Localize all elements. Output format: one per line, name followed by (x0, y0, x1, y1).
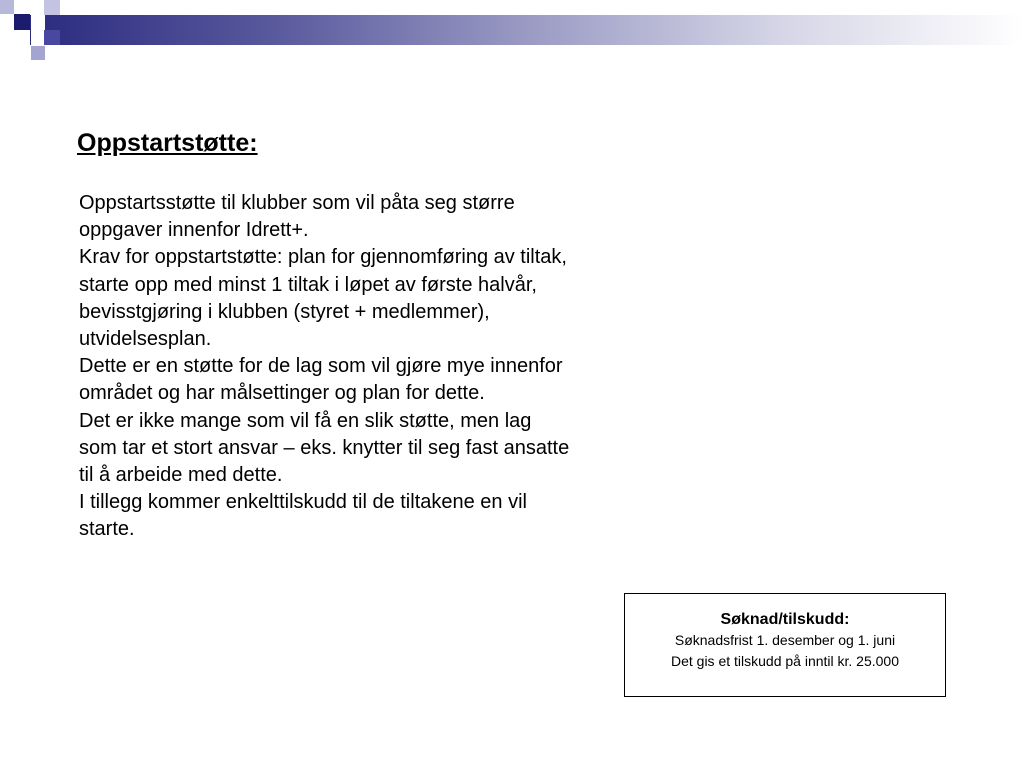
slide-body (79, 190, 574, 544)
decorative-square (31, 15, 45, 46)
info-box-heading: Søknad/tilskudd: (720, 611, 850, 628)
body-paragraph: I tillegg kommer enkelttilskudd til de tiltakene en vil starte. (79, 491, 527, 541)
body-paragraph: Det er ikke mange som vil få en slik støtte, men lag som tar et stort ansvar – eks. knytter til seg fast ansatte til å arbeide med dette. (79, 409, 570, 487)
body-paragraph: Krav for oppstartstøtte: plan for gjennomføring av tiltak, starte opp med minst 1 tiltak i løpet av første halvår, bevisstgjøring i klubben (styret + medlemmer), utvidelsesplan. (79, 246, 567, 351)
decorative-square (44, 0, 60, 15)
decorative-square (14, 14, 30, 30)
body-paragraph: Oppstartsstøtte til klubber som vil påta seg større oppgaver innenfor Idrett+. (79, 192, 515, 242)
application-deadline: Søknadsfrist 1. desember og 1. juni (674, 632, 896, 648)
decorative-square (31, 46, 45, 60)
gradient-header-bar (30, 15, 1024, 45)
decorative-square (0, 0, 14, 14)
slide-title: Oppstartstøtte: (77, 129, 258, 157)
grant-amount: Det gis et tilskudd på inntil kr. 25.000 (670, 653, 900, 669)
body-paragraph: Dette er en støtte for de lag som vil gjøre mye innenfor området og har målsettinger og plan for dette. (79, 355, 563, 405)
application-info-box (624, 593, 946, 697)
decorative-square (44, 30, 60, 45)
